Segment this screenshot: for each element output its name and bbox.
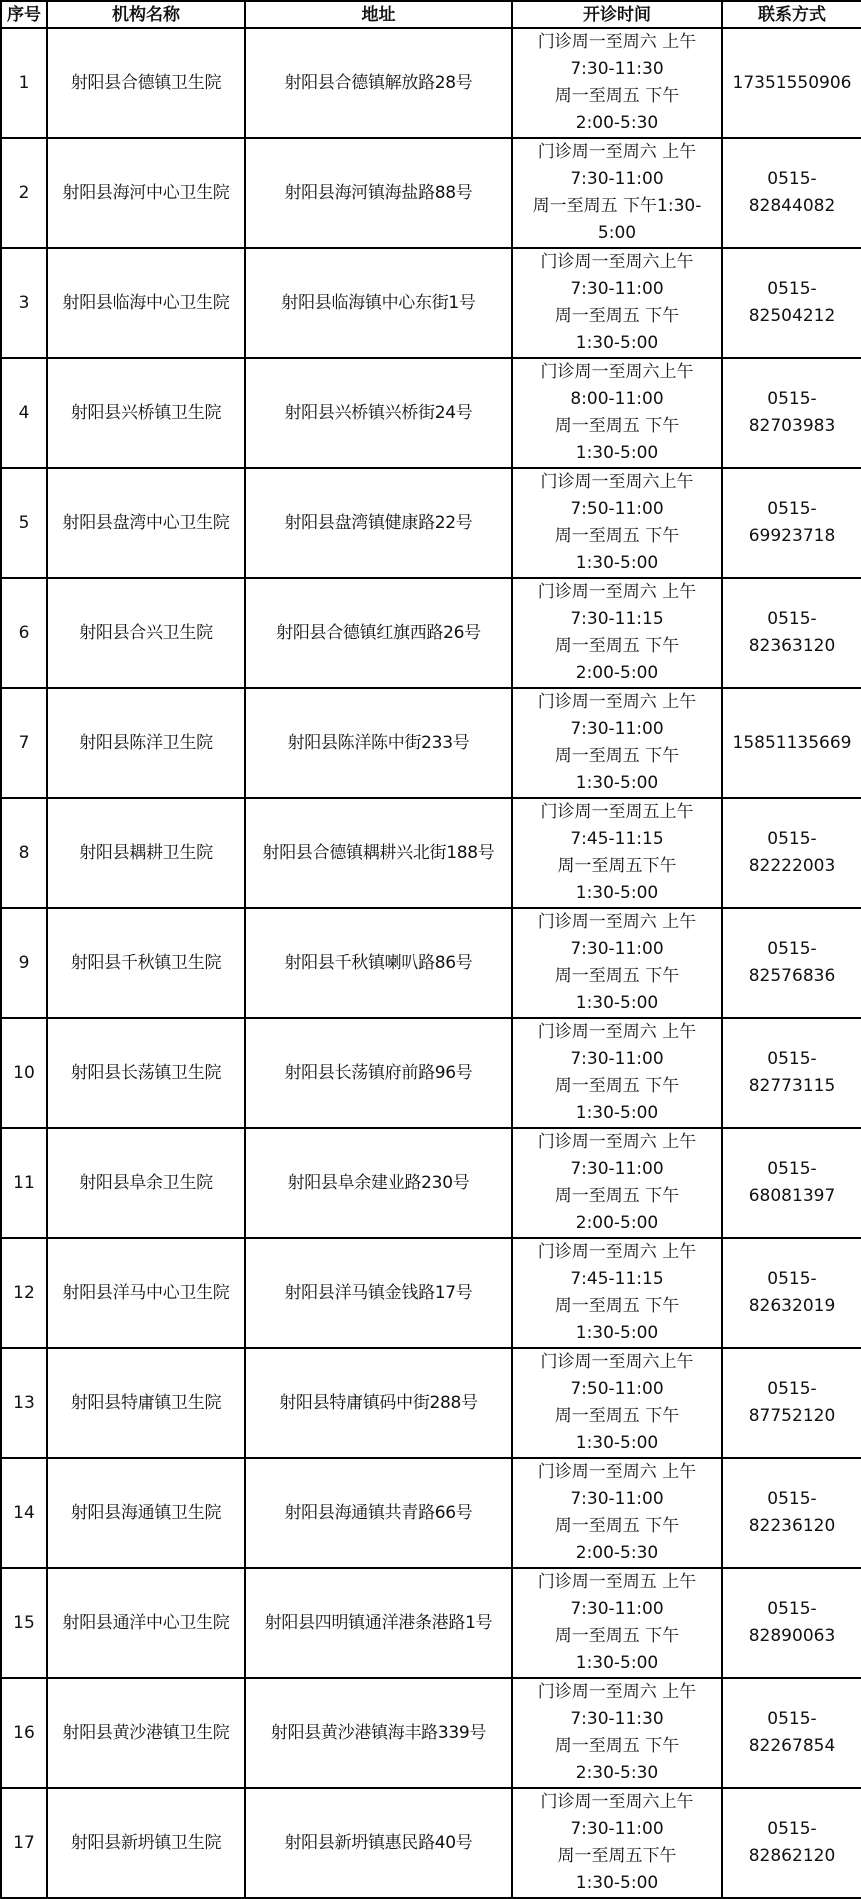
hours-line: 周一至周五下午 bbox=[557, 1846, 677, 1866]
hours-line: 7:30-11:30 bbox=[570, 1709, 664, 1729]
cell-name: 射阳县海河中心卫生院 bbox=[47, 138, 245, 248]
phone-line: 82504212 bbox=[748, 306, 836, 326]
cell-name: 射阳县临海中心卫生院 bbox=[47, 248, 245, 358]
cell-name: 射阳县合兴卫生院 bbox=[47, 578, 245, 688]
hours-line: 7:30-11:30 bbox=[570, 59, 664, 79]
hours-line: 周一至周五 下午 bbox=[554, 746, 680, 766]
cell-num: 9 bbox=[1, 908, 47, 1018]
cell-num: 1 bbox=[1, 28, 47, 138]
cell-address: 射阳县临海镇中心东街1号 bbox=[245, 248, 512, 358]
hours-line: 周一至周五 下午 bbox=[554, 1516, 680, 1536]
cell-address: 射阳县盘湾镇健康路22号 bbox=[245, 468, 512, 578]
cell-address: 射阳县陈洋陈中街233号 bbox=[245, 688, 512, 798]
table-row bbox=[1, 28, 861, 138]
cell-hours bbox=[512, 1458, 722, 1568]
phone-line: 69923718 bbox=[748, 526, 836, 546]
header-name: 机构名称 bbox=[47, 1, 245, 28]
hours-line: 7:50-11:00 bbox=[570, 1379, 664, 1399]
cell-address: 射阳县四明镇通洋港条港路1号 bbox=[245, 1568, 512, 1678]
table-row bbox=[1, 1128, 861, 1238]
cell-num: 14 bbox=[1, 1458, 47, 1568]
hours-line: 周一至周五 下午 bbox=[554, 416, 680, 436]
phone-line: 82236120 bbox=[748, 1516, 836, 1536]
table-row bbox=[1, 578, 861, 688]
header-num: 序号 bbox=[1, 1, 47, 28]
cell-address: 射阳县洋马镇金钱路17号 bbox=[245, 1238, 512, 1348]
cell-address: 射阳县合德镇红旗西路26号 bbox=[245, 578, 512, 688]
header-address: 地址 bbox=[245, 1, 512, 28]
phone-line: 0515- bbox=[767, 1269, 817, 1289]
hours-line: 门诊周一至周六上午 bbox=[540, 362, 694, 382]
cell-hours bbox=[512, 1678, 722, 1788]
hours-line: 7:30-11:15 bbox=[570, 609, 664, 629]
table-row bbox=[1, 1018, 861, 1128]
cell-hours bbox=[512, 468, 722, 578]
cell-address: 射阳县特庸镇码中街288号 bbox=[245, 1348, 512, 1458]
hours-line: 周一至周五下午 bbox=[557, 856, 677, 876]
hours-line: 7:30-11:00 bbox=[570, 1159, 664, 1179]
cell-hours bbox=[512, 28, 722, 138]
phone-line: 82632019 bbox=[748, 1296, 836, 1316]
phone-line: 17351550906 bbox=[732, 72, 852, 93]
cell-num: 17 bbox=[1, 1788, 47, 1898]
hours-line: 1:30-5:00 bbox=[575, 883, 659, 903]
hours-line: 7:30-11:00 bbox=[570, 1489, 664, 1509]
cell-name: 射阳县特庸镇卫生院 bbox=[47, 1348, 245, 1458]
hours-line: 周一至周五 下午 bbox=[554, 1186, 680, 1206]
cell-hours bbox=[512, 908, 722, 1018]
hours-line: 2:00-5:00 bbox=[575, 663, 659, 683]
cell-phone bbox=[722, 1678, 861, 1788]
hours-line: 周一至周五 下午 bbox=[554, 1736, 680, 1756]
table-row bbox=[1, 1238, 861, 1348]
cell-hours bbox=[512, 688, 722, 798]
hours-line: 1:30-5:00 bbox=[575, 443, 659, 463]
hours-line: 门诊周一至周六 上午 bbox=[537, 32, 697, 52]
hours-line: 门诊周一至周六上午 bbox=[540, 1792, 694, 1812]
hours-line: 门诊周一至周六 上午 bbox=[537, 582, 697, 602]
cell-name: 射阳县陈洋卫生院 bbox=[47, 688, 245, 798]
phone-line: 82703983 bbox=[748, 416, 836, 436]
cell-address: 射阳县千秋镇喇叭路86号 bbox=[245, 908, 512, 1018]
hours-line: 门诊周一至周六 上午 bbox=[537, 912, 697, 932]
cell-name: 射阳县通洋中心卫生院 bbox=[47, 1568, 245, 1678]
table-row bbox=[1, 908, 861, 1018]
cell-name: 射阳县阜余卫生院 bbox=[47, 1128, 245, 1238]
phone-line: 0515- bbox=[767, 279, 817, 299]
cell-hours bbox=[512, 1788, 722, 1898]
cell-name: 射阳县洋马中心卫生院 bbox=[47, 1238, 245, 1348]
cell-hours bbox=[512, 1348, 722, 1458]
cell-phone bbox=[722, 578, 861, 688]
cell-num: 13 bbox=[1, 1348, 47, 1458]
phone-line: 0515- bbox=[767, 1379, 817, 1399]
cell-phone bbox=[722, 28, 861, 138]
hours-line: 2:00-5:00 bbox=[575, 1213, 659, 1233]
cell-num: 16 bbox=[1, 1678, 47, 1788]
hours-line: 7:30-11:00 bbox=[570, 939, 664, 959]
cell-hours bbox=[512, 798, 722, 908]
hours-line: 2:00-5:30 bbox=[575, 1543, 659, 1563]
cell-phone bbox=[722, 1348, 861, 1458]
table-row bbox=[1, 1788, 861, 1898]
cell-num: 2 bbox=[1, 138, 47, 248]
cell-num: 5 bbox=[1, 468, 47, 578]
cell-num: 10 bbox=[1, 1018, 47, 1128]
cell-phone bbox=[722, 138, 861, 248]
cell-name: 射阳县盘湾中心卫生院 bbox=[47, 468, 245, 578]
hours-line: 门诊周一至周六 上午 bbox=[537, 1462, 697, 1482]
hours-line: 7:30-11:00 bbox=[570, 1819, 664, 1839]
cell-num: 11 bbox=[1, 1128, 47, 1238]
phone-line: 0515- bbox=[767, 829, 817, 849]
table-row bbox=[1, 468, 861, 578]
hours-line: 周一至周五 下午 bbox=[554, 636, 680, 656]
hours-line: 7:50-11:00 bbox=[570, 499, 664, 519]
phone-line: 82773115 bbox=[748, 1076, 836, 1096]
hours-line: 门诊周一至周六上午 bbox=[540, 1352, 694, 1372]
cell-hours bbox=[512, 358, 722, 468]
cell-hours bbox=[512, 248, 722, 358]
cell-name: 射阳县合德镇卫生院 bbox=[47, 28, 245, 138]
cell-address: 射阳县合德镇耦耕兴北街188号 bbox=[245, 798, 512, 908]
cell-hours bbox=[512, 1128, 722, 1238]
hours-line: 5:00 bbox=[597, 223, 637, 243]
hours-line: 周一至周五 下午 bbox=[554, 1076, 680, 1096]
phone-line: 0515- bbox=[767, 1599, 817, 1619]
phone-line: 0515- bbox=[767, 389, 817, 409]
header-hours: 开诊时间 bbox=[512, 1, 722, 28]
cell-phone bbox=[722, 1788, 861, 1898]
cell-address: 射阳县长荡镇府前路96号 bbox=[245, 1018, 512, 1128]
phone-line: 0515- bbox=[767, 939, 817, 959]
phone-line: 0515- bbox=[767, 1709, 817, 1729]
hours-line: 1:30-5:00 bbox=[575, 773, 659, 793]
hours-line: 2:30-5:30 bbox=[575, 1763, 659, 1783]
hours-line: 周一至周五 下午 bbox=[554, 1626, 680, 1646]
phone-line: 0515- bbox=[767, 1489, 817, 1509]
hours-line: 8:00-11:00 bbox=[570, 389, 664, 409]
hours-line: 周一至周五 下午 bbox=[554, 966, 680, 986]
hours-line: 周一至周五 下午 bbox=[554, 1406, 680, 1426]
hours-line: 1:30-5:00 bbox=[575, 333, 659, 353]
cell-hours bbox=[512, 138, 722, 248]
hours-line: 门诊周一至周六 上午 bbox=[537, 1022, 697, 1042]
cell-address: 射阳县合德镇解放路28号 bbox=[245, 28, 512, 138]
cell-num: 6 bbox=[1, 578, 47, 688]
hours-line: 周一至周五 下午 bbox=[554, 306, 680, 326]
hours-line: 1:30-5:00 bbox=[575, 553, 659, 573]
phone-line: 82890063 bbox=[748, 1626, 836, 1646]
cell-hours bbox=[512, 1568, 722, 1678]
phone-line: 0515- bbox=[767, 1049, 817, 1069]
cell-phone bbox=[722, 1018, 861, 1128]
hours-line: 周一至周五 下午1:30- bbox=[532, 196, 702, 216]
cell-num: 12 bbox=[1, 1238, 47, 1348]
cell-phone bbox=[722, 688, 861, 798]
hours-line: 1:30-5:00 bbox=[575, 1873, 659, 1893]
cell-num: 7 bbox=[1, 688, 47, 798]
table-row bbox=[1, 358, 861, 468]
cell-phone bbox=[722, 798, 861, 908]
hours-line: 1:30-5:00 bbox=[575, 1103, 659, 1123]
phone-line: 0515- bbox=[767, 1819, 817, 1839]
hours-line: 门诊周一至周六上午 bbox=[540, 252, 694, 272]
hours-line: 7:30-11:00 bbox=[570, 719, 664, 739]
hours-line: 7:30-11:00 bbox=[570, 279, 664, 299]
cell-num: 8 bbox=[1, 798, 47, 908]
phone-line: 82576836 bbox=[748, 966, 836, 986]
cell-phone bbox=[722, 1568, 861, 1678]
phone-line: 68081397 bbox=[748, 1186, 836, 1206]
header-phone: 联系方式 bbox=[722, 1, 861, 28]
table-row bbox=[1, 1348, 861, 1458]
hours-line: 1:30-5:00 bbox=[575, 1653, 659, 1673]
cell-phone bbox=[722, 1238, 861, 1348]
cell-address: 射阳县兴桥镇兴桥街24号 bbox=[245, 358, 512, 468]
hours-line: 7:30-11:00 bbox=[570, 169, 664, 189]
hours-line: 7:30-11:00 bbox=[570, 1049, 664, 1069]
phone-line: 82222003 bbox=[748, 856, 836, 876]
cell-phone bbox=[722, 468, 861, 578]
hours-line: 1:30-5:00 bbox=[575, 993, 659, 1013]
table-row bbox=[1, 248, 861, 358]
phone-line: 82267854 bbox=[748, 1736, 836, 1756]
hours-line: 门诊周一至周五 上午 bbox=[537, 1572, 697, 1592]
phone-line: 87752120 bbox=[748, 1406, 836, 1426]
cell-name: 射阳县耦耕卫生院 bbox=[47, 798, 245, 908]
table-row bbox=[1, 1568, 861, 1678]
phone-line: 0515- bbox=[767, 169, 817, 189]
hours-line: 1:30-5:00 bbox=[575, 1323, 659, 1343]
hours-line: 2:00-5:30 bbox=[575, 113, 659, 133]
table-row bbox=[1, 798, 861, 908]
cell-num: 3 bbox=[1, 248, 47, 358]
hours-line: 7:45-11:15 bbox=[570, 829, 664, 849]
phone-line: 0515- bbox=[767, 609, 817, 629]
table-row bbox=[1, 1458, 861, 1568]
cell-name: 射阳县海通镇卫生院 bbox=[47, 1458, 245, 1568]
table-row bbox=[1, 138, 861, 248]
hours-line: 周一至周五 下午 bbox=[554, 1296, 680, 1316]
cell-phone bbox=[722, 358, 861, 468]
cell-address: 射阳县阜余建业路230号 bbox=[245, 1128, 512, 1238]
table-header-row bbox=[1, 1, 861, 28]
cell-name: 射阳县兴桥镇卫生院 bbox=[47, 358, 245, 468]
phone-line: 82363120 bbox=[748, 636, 836, 656]
phone-line: 0515- bbox=[767, 499, 817, 519]
cell-hours bbox=[512, 1238, 722, 1348]
hours-line: 门诊周一至周五上午 bbox=[540, 802, 694, 822]
hours-line: 门诊周一至周六 上午 bbox=[537, 1242, 697, 1262]
cell-hours bbox=[512, 578, 722, 688]
cell-num: 4 bbox=[1, 358, 47, 468]
cell-address: 射阳县黄沙港镇海丰路339号 bbox=[245, 1678, 512, 1788]
cell-phone bbox=[722, 1128, 861, 1238]
cell-name: 射阳县长荡镇卫生院 bbox=[47, 1018, 245, 1128]
hours-line: 周一至周五 下午 bbox=[554, 86, 680, 106]
hours-line: 门诊周一至周六 上午 bbox=[537, 1132, 697, 1152]
cell-name: 射阳县新坍镇卫生院 bbox=[47, 1788, 245, 1898]
hours-line: 7:45-11:15 bbox=[570, 1269, 664, 1289]
table-row bbox=[1, 688, 861, 798]
phone-line: 82862120 bbox=[748, 1846, 836, 1866]
phone-line: 82844082 bbox=[748, 196, 836, 216]
hours-line: 门诊周一至周六 上午 bbox=[537, 142, 697, 162]
cell-name: 射阳县千秋镇卫生院 bbox=[47, 908, 245, 1018]
phone-line: 15851135669 bbox=[732, 732, 852, 753]
phone-line: 0515- bbox=[767, 1159, 817, 1179]
cell-hours bbox=[512, 1018, 722, 1128]
cell-num: 15 bbox=[1, 1568, 47, 1678]
cell-name: 射阳县黄沙港镇卫生院 bbox=[47, 1678, 245, 1788]
cell-phone bbox=[722, 248, 861, 358]
hours-line: 门诊周一至周六上午 bbox=[540, 472, 694, 492]
table-row bbox=[1, 1678, 861, 1788]
hours-line: 门诊周一至周六 上午 bbox=[537, 1682, 697, 1702]
cell-address: 射阳县新坍镇惠民路40号 bbox=[245, 1788, 512, 1898]
hours-line: 门诊周一至周六 上午 bbox=[537, 692, 697, 712]
hours-line: 1:30-5:00 bbox=[575, 1433, 659, 1453]
hours-line: 7:30-11:00 bbox=[570, 1599, 664, 1619]
cell-address: 射阳县海河镇海盐路88号 bbox=[245, 138, 512, 248]
cell-phone bbox=[722, 908, 861, 1018]
cell-address: 射阳县海通镇共青路66号 bbox=[245, 1458, 512, 1568]
hours-line: 周一至周五 下午 bbox=[554, 526, 680, 546]
cell-phone bbox=[722, 1458, 861, 1568]
